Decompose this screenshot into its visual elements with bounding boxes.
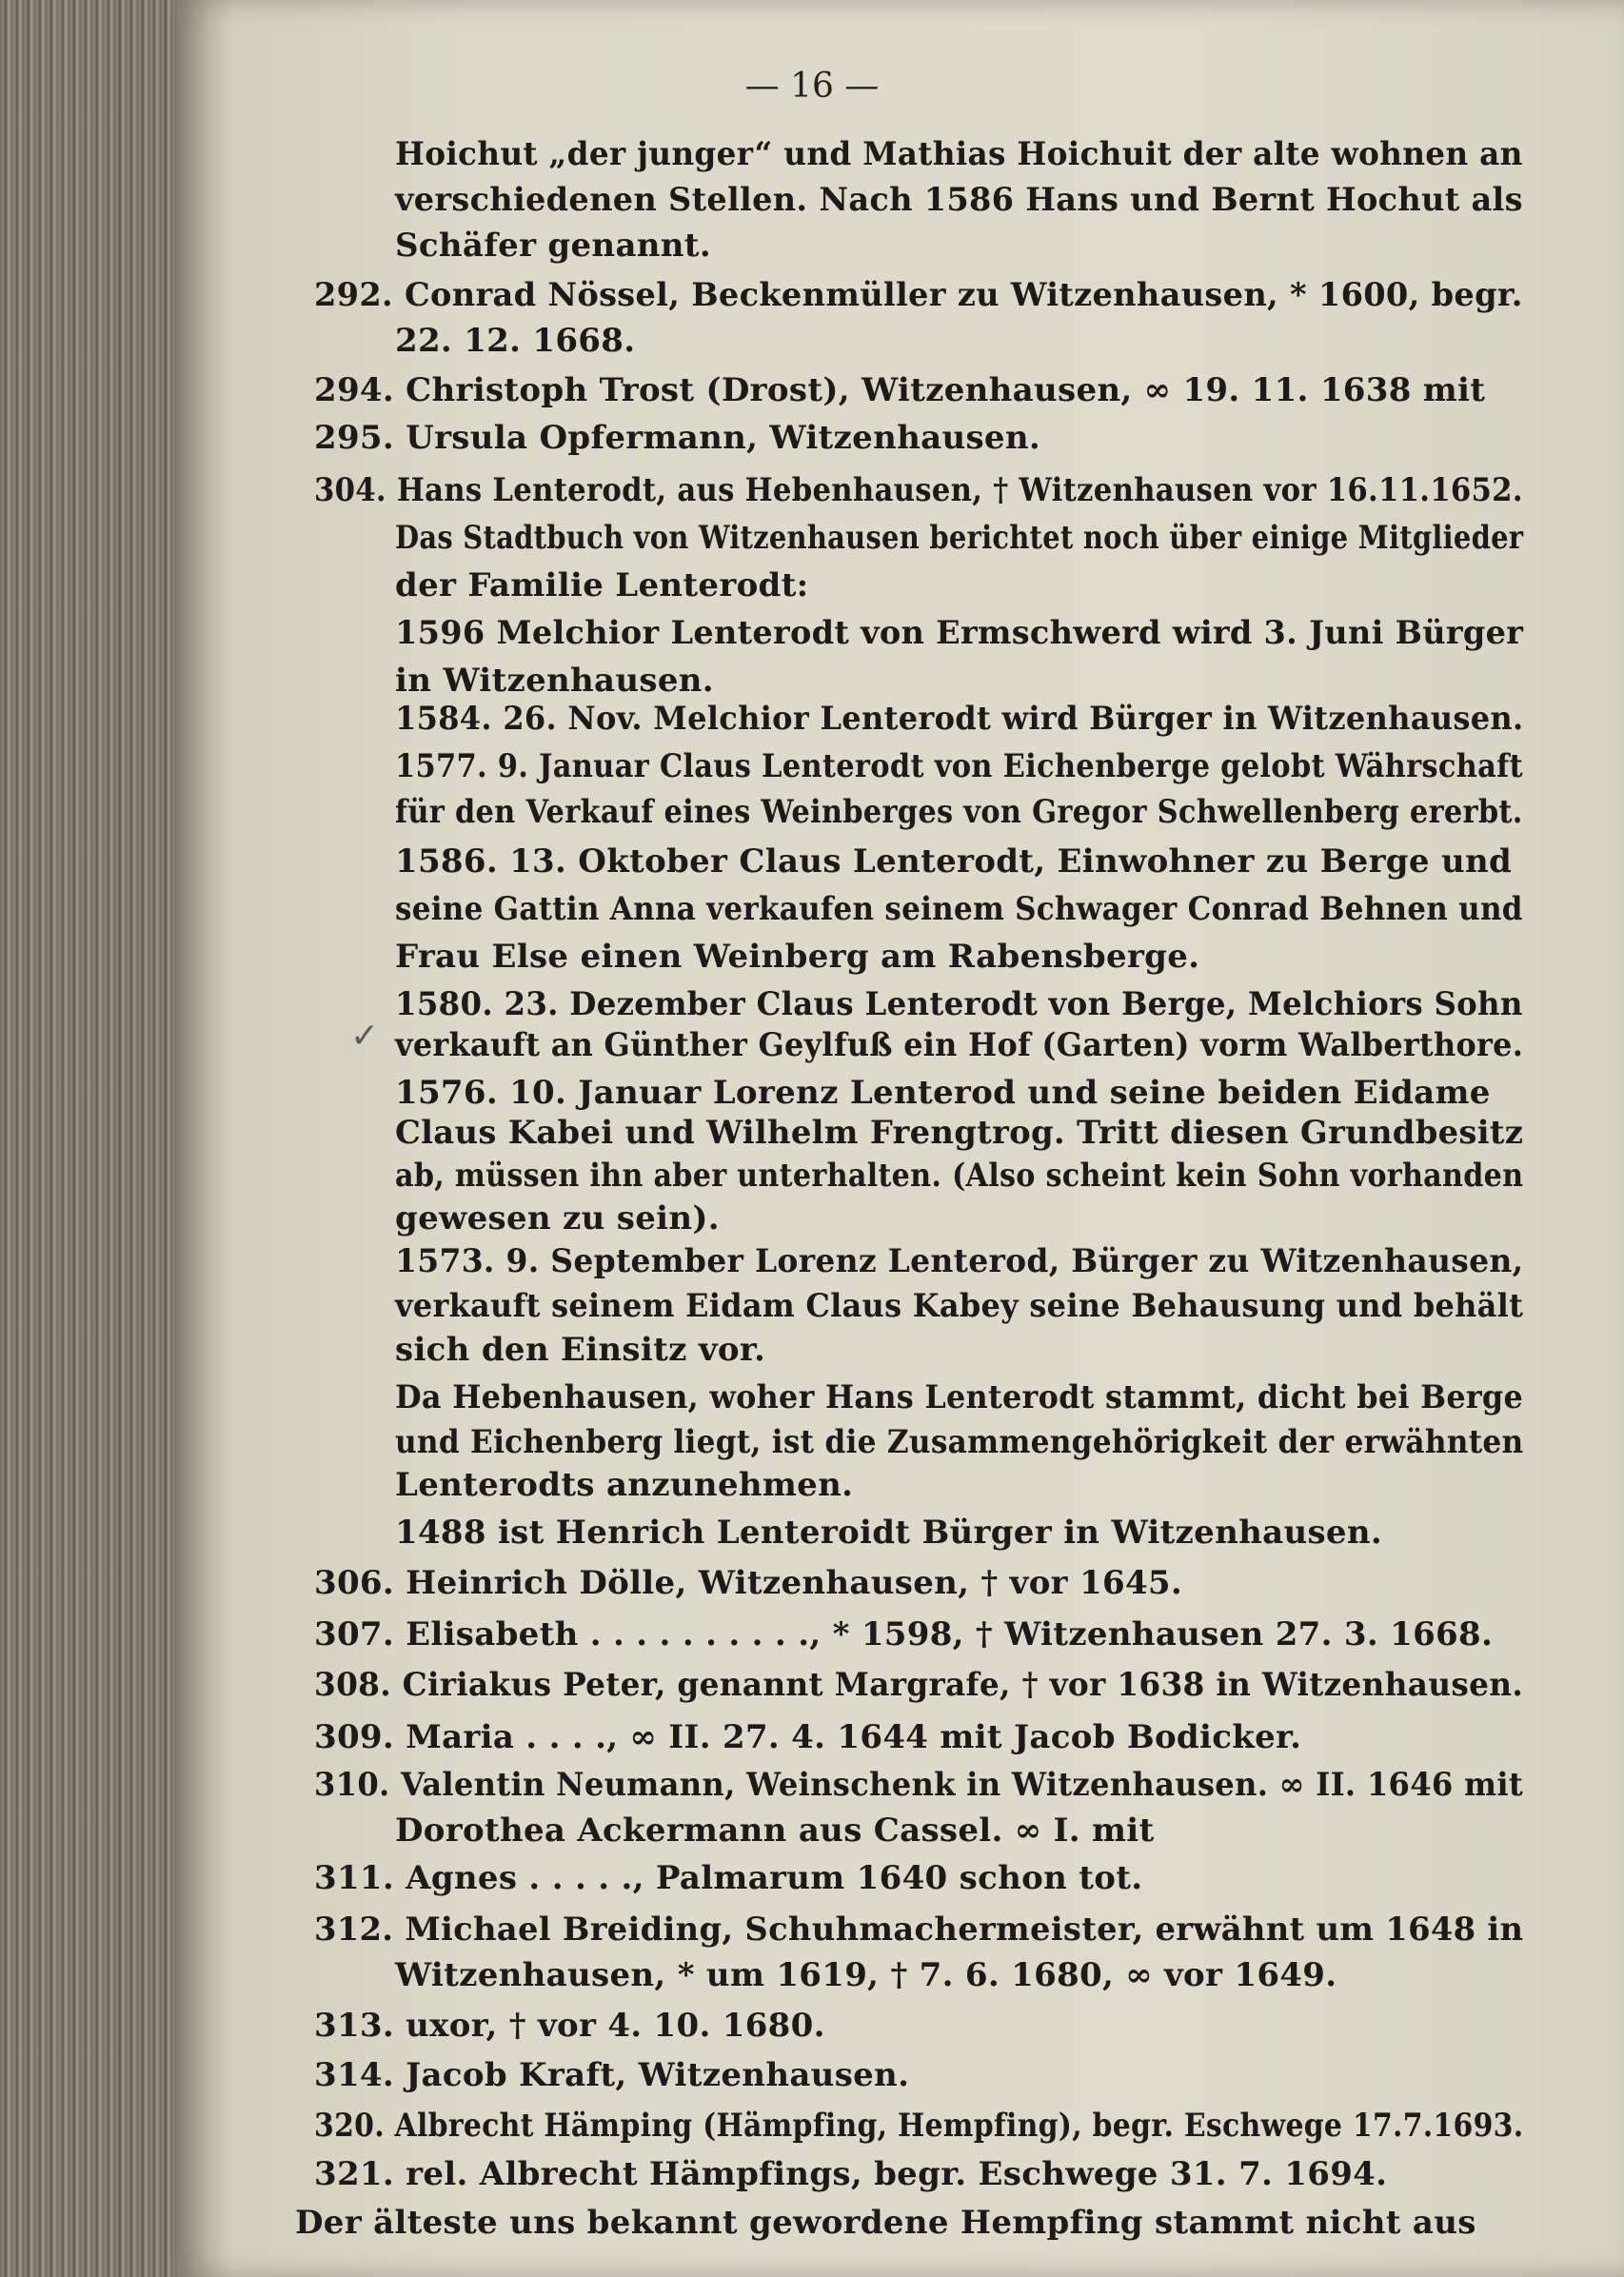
text-line: 309. Maria . . . ., ∞ II. 27. 4. 1644 mit Jacob Bodicker. [314,1718,1302,1756]
text-line: für den Verkauf eines Weinberges von Gregor Schwellenberg ererbt. [395,793,1523,831]
text-line: Schäfer genannt. [395,227,711,265]
text-line: seine Gattin Anna verkaufen seinem Schwager Conrad Behnen und [395,890,1523,928]
text-line: 308. Ciriakus Peter, genannt Margrafe, † vor 1638 in Witzenhausen. [314,1666,1524,1704]
text-line: verschiedenen Stellen. Nach 1586 Hans und Bernt Hochut als [395,181,1523,219]
text-line: Das Stadtbuch von Witzenhausen berichtet noch über einige Mitglieder [395,519,1524,557]
text-line: 292. Conrad Nössel, Beckenmüller zu Witzenhausen, * 1600, begr. [314,276,1523,314]
text-line: Hoichut „der junger“ und Mathias Hoichuit der alte wohnen an [395,135,1523,173]
text-line: 306. Heinrich Dölle, Witzenhausen, † vor 1645. [314,1564,1182,1602]
text-line: sich den Einsitz vor. [395,1331,766,1369]
text-line: Dorothea Ackermann aus Cassel. ∞ I. mit [395,1812,1155,1850]
text-line: 1488 ist Henrich Lenteroidt Bürger in Witzenhausen. [395,1514,1383,1552]
text-line: 313. uxor, † vor 4. 10. 1680. [314,2007,825,2045]
text-line: 1573. 9. September Lorenz Lenterod, Bürger zu Witzenhausen, [395,1242,1524,1280]
text-line: 1577. 9. Januar Claus Lenterodt von Eichenberge gelobt Währschaft [395,747,1523,785]
text-line: verkauft seinem Eidam Claus Kabey seine Behausung und behält [395,1287,1524,1325]
text-line: 295. Ursula Opfermann, Witzenhausen. [314,419,1040,457]
text-line: 311. Agnes . . . . ., Palmarum 1640 schon tot. [314,1859,1143,1897]
text-line: verkauft an Günther Geylfuß ein Hof (Garten) vorm Walberthore. [395,1026,1524,1064]
text-line: Lenterodts anzunehmen. [395,1466,854,1504]
text-line: 320. Albrecht Hämping (Hämpfing, Hempfing), begr. Eschwege 17.7.1693. [314,2107,1524,2145]
text-line: gewesen zu sein). [395,1199,720,1238]
book-page-edges [0,0,181,2277]
text-line: in Witzenhausen. [395,662,714,700]
text-line: Der älteste uns bekannt gewordene Hempfing stammt nicht aus [295,2204,1476,2242]
text-line: 304. Hans Lenterodt, aus Hebenhausen, † Witzenhausen vor 16.11.1652. [314,471,1523,509]
text-line: Frau Else einen Weinberg am Rabensberge. [395,938,1200,976]
text-line: 1596 Melchior Lenterodt von Ermschwerd wird 3. Juni Bürger [395,614,1524,652]
page-number: — 16 — [744,67,880,106]
text-line: 1586. 13. Oktober Claus Lenterodt, Einwohner zu Berge und [395,842,1513,881]
text-line: 314. Jacob Kraft, Witzenhausen. [314,2056,910,2094]
text-line: 321. rel. Albrecht Hämpfings, begr. Eschwege 31. 7. 1694. [314,2155,1388,2193]
text-line: Da Hebenhausen, woher Hans Lenterodt stammt, dicht bei Berge [395,1378,1524,1416]
text-line: 22. 12. 1668. [395,322,636,360]
text-line: 310. Valentin Neumann, Weinschenk in Witzenhausen. ∞ II. 1646 mit [314,1766,1524,1804]
text-line: und Eichenberg liegt, ist die Zusammengehörigkeit der erwähnten [395,1423,1524,1461]
text-line: 294. Christoph Trost (Drost), Witzenhausen, ∞ 19. 11. 1638 mit [314,371,1486,409]
text-line: 1580. 23. Dezember Claus Lenterodt von Berge, Melchiors Sohn [395,985,1523,1023]
text-line: Witzenhausen, * um 1619, † 7. 6. 1680, ∞ vor 1649. [395,1956,1337,1994]
text-line: 307. Elisabeth . . . . . . . . . ., * 1598, † Witzenhausen 27. 3. 1668. [314,1615,1494,1653]
margin-check-mark: ✓ [350,1017,380,1056]
text-line: Claus Kabei und Wilhelm Frengtrog. Tritt diesen Grundbesitz [395,1114,1524,1152]
text-line: 1584. 26. Nov. Melchior Lenterodt wird Bürger in Witzenhausen. [395,700,1524,738]
text-line: 312. Michael Breiding, Schuhmachermeister, erwähnt um 1648 in [314,1911,1524,1949]
text-line: ab, müssen ihn aber unterhalten. (Also scheint kein Sohn vorhanden [395,1157,1524,1195]
text-line: der Familie Lenterodt: [395,566,809,604]
text-line: 1576. 10. Januar Lorenz Lenterod und seine beiden Eidame [395,1074,1491,1112]
